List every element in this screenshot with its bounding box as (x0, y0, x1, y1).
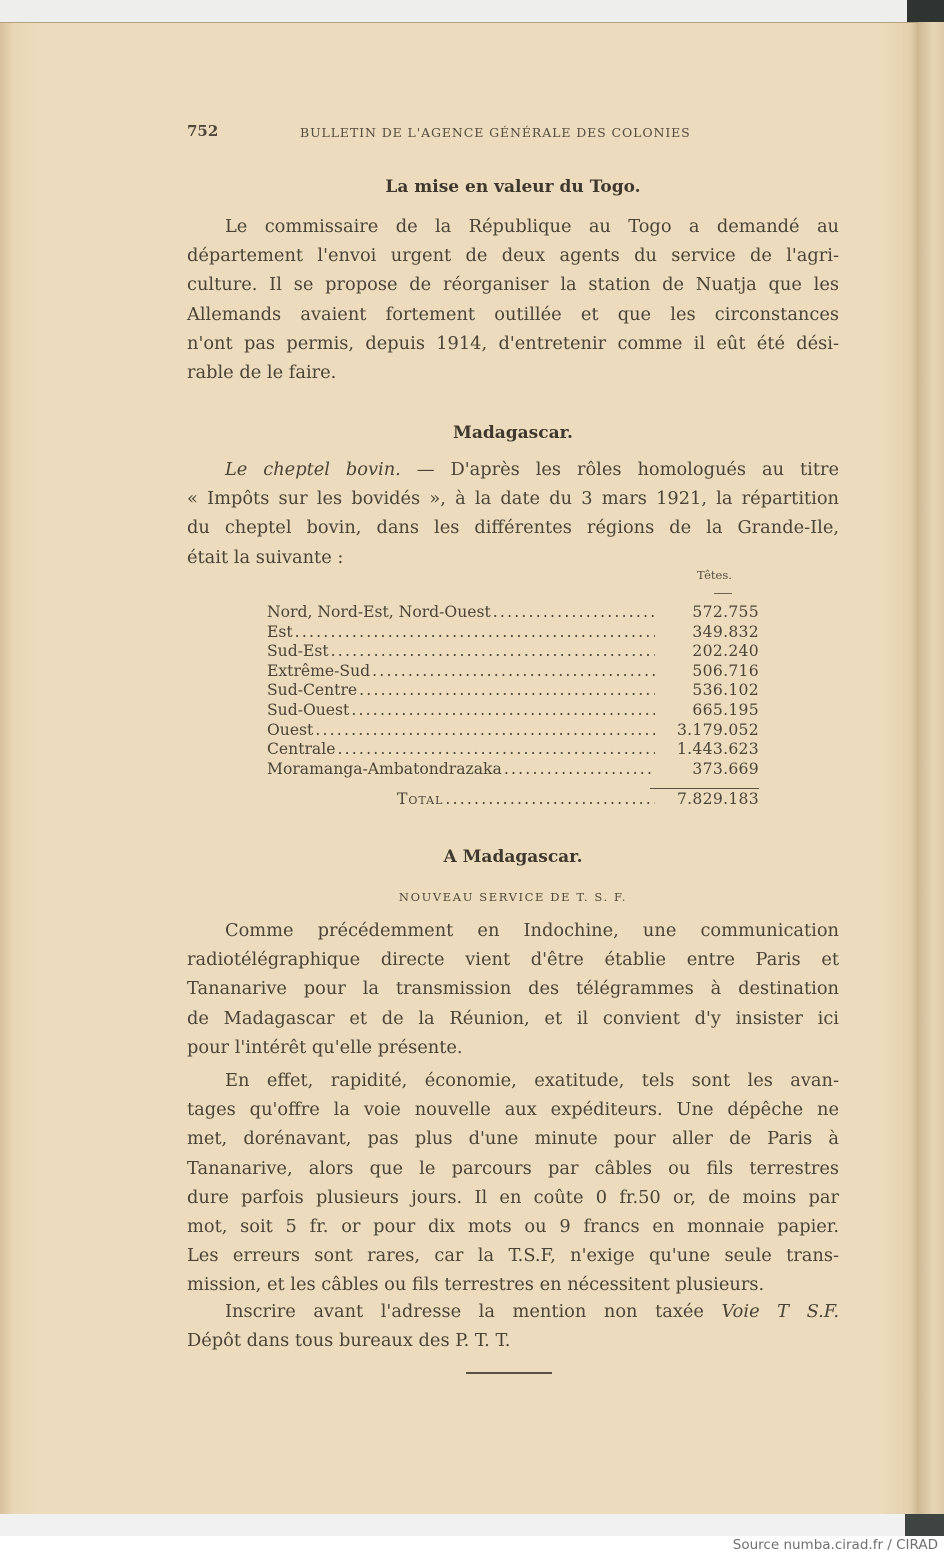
paragraph-tsf-3 (187, 1297, 839, 1355)
scan-bottom-margin (0, 1514, 944, 1536)
text-line: Le commissaire de la République au Togo a demandé au (225, 216, 839, 237)
table-row: Est ..... 349.832 (267, 623, 759, 643)
text-line: Dépôt dans tous bureaux des P. T. T. (187, 1330, 511, 1352)
paragraph-tsf-2 (187, 1066, 839, 1300)
text-line: de Madagascar et de la Réunion, et il convient d'y insister ici (187, 1007, 839, 1029)
scan-spine-shadow-bottom (905, 1514, 944, 1536)
text-line: Les erreurs sont rares, car la T.S.F, n'exige qu'une seule trans- (187, 1245, 839, 1267)
source-credit: Source numba.cirad.fr / CIRAD (732, 1537, 938, 1553)
total-label: Total (397, 790, 444, 808)
text-line: Inscrire avant l'adresse la mention non taxée Voie T S.F. (225, 1301, 839, 1322)
table-row: Sud-Ouest ..... 665.195 (267, 701, 759, 721)
header-dash (714, 593, 732, 594)
table-row: Sud-Est ..... 202.240 (267, 642, 759, 662)
table-row: Sud-Centre ..... 536.102 (267, 681, 759, 701)
section-subtitle-tsf: NOUVEAU SERVICE DE T. S. F. (398, 890, 628, 904)
text-line: mission, et les câbles ou fils terrestres en nécessitent plusieurs. (187, 1274, 765, 1296)
text-line: mot, soit 5 fr. or pour dix mots ou 9 francs en monnaie papier. (187, 1216, 839, 1238)
section-end-rule (466, 1372, 552, 1374)
text-line: radiotélégraphique directe vient d'être établie entre Paris et (187, 949, 839, 971)
text-line: Tananarive pour la transmission des télégrammes à destination (187, 978, 839, 1000)
total-rule (650, 788, 759, 789)
journal-title: BULLETIN DE L'AGENCE GÉNÉRALE DES COLONIES (300, 125, 691, 140)
page-edge (918, 22, 944, 1514)
paragraph-tsf-1 (187, 916, 839, 1062)
page-number: 752 (187, 122, 219, 140)
text-line: pour l'intérêt qu'elle présente. (187, 1036, 463, 1058)
table-row: Nord, Nord-Est, Nord-Ouest ..... 572.755 (267, 603, 759, 623)
text-line: « Impôts sur les bovidés », à la date du 3 mars 1921, la répartition (187, 488, 839, 510)
italic-lead: Le cheptel bovin. (225, 459, 401, 480)
table-row: Moramanga-Ambatondrazaka ..... 373.669 (267, 760, 759, 780)
table-total-row (397, 790, 759, 810)
scan-spine-shadow (907, 0, 944, 24)
cattle-table (267, 603, 759, 779)
table-column-header: Têtes. (697, 568, 732, 582)
text-line: rable de le faire. (187, 362, 337, 384)
paragraph-togo (187, 212, 839, 387)
text-line: n'ont pas permis, depuis 1914, d'entretenir comme il eût été dési- (187, 332, 839, 354)
paragraph-cheptel (187, 455, 839, 572)
section-title-madagascar: Madagascar. (453, 423, 573, 443)
text-line: Allemands avaient fortement outillée et que les circonstances (187, 303, 839, 325)
text-line: département l'envoi urgent de deux agents du service de l'agri- (187, 245, 839, 267)
text-line: culture. Il se propose de réorganiser la station de Nuatja que les (187, 274, 839, 296)
total-value: 7.829.183 (676, 790, 759, 808)
text-line: Comme précédemment en Indochine, une communication (225, 920, 839, 941)
table-row: Ouest ..... 3.179.052 (267, 721, 759, 741)
table-row: Extrême-Sud ..... 506.716 (267, 662, 759, 682)
scan-top-margin (0, 0, 944, 22)
section-title-togo: La mise en valeur du Togo. (385, 177, 641, 197)
text-line: En effet, rapidité, économie, exatitude, tels sont les avan- (225, 1070, 839, 1091)
running-head (187, 122, 839, 142)
italic-voie-tsf: Voie T S.F. (721, 1301, 839, 1322)
text-line: met, dorénavant, pas plus d'une minute pour aller de Paris à (187, 1128, 839, 1150)
text-line: du cheptel bovin, dans les différentes régions de la Grande-Ile, (187, 517, 839, 539)
table-row: Centrale ..... 1.443.623 (267, 740, 759, 760)
text-line: Le cheptel bovin. — D'après les rôles homologués au titre (225, 459, 839, 480)
text-line: était la suivante : (187, 546, 344, 568)
section-title-tsf: A Madagascar. (443, 847, 583, 867)
text-line: tages qu'offre la voie nouvelle aux expéditeurs. Une dépêche ne (187, 1099, 839, 1121)
text-line: Tananarive, alors que le parcours par câbles ou fils terrestres (187, 1157, 839, 1179)
text-line: dure parfois plusieurs jours. Il en coûte 0 fr.50 or, de moins par (187, 1186, 839, 1208)
